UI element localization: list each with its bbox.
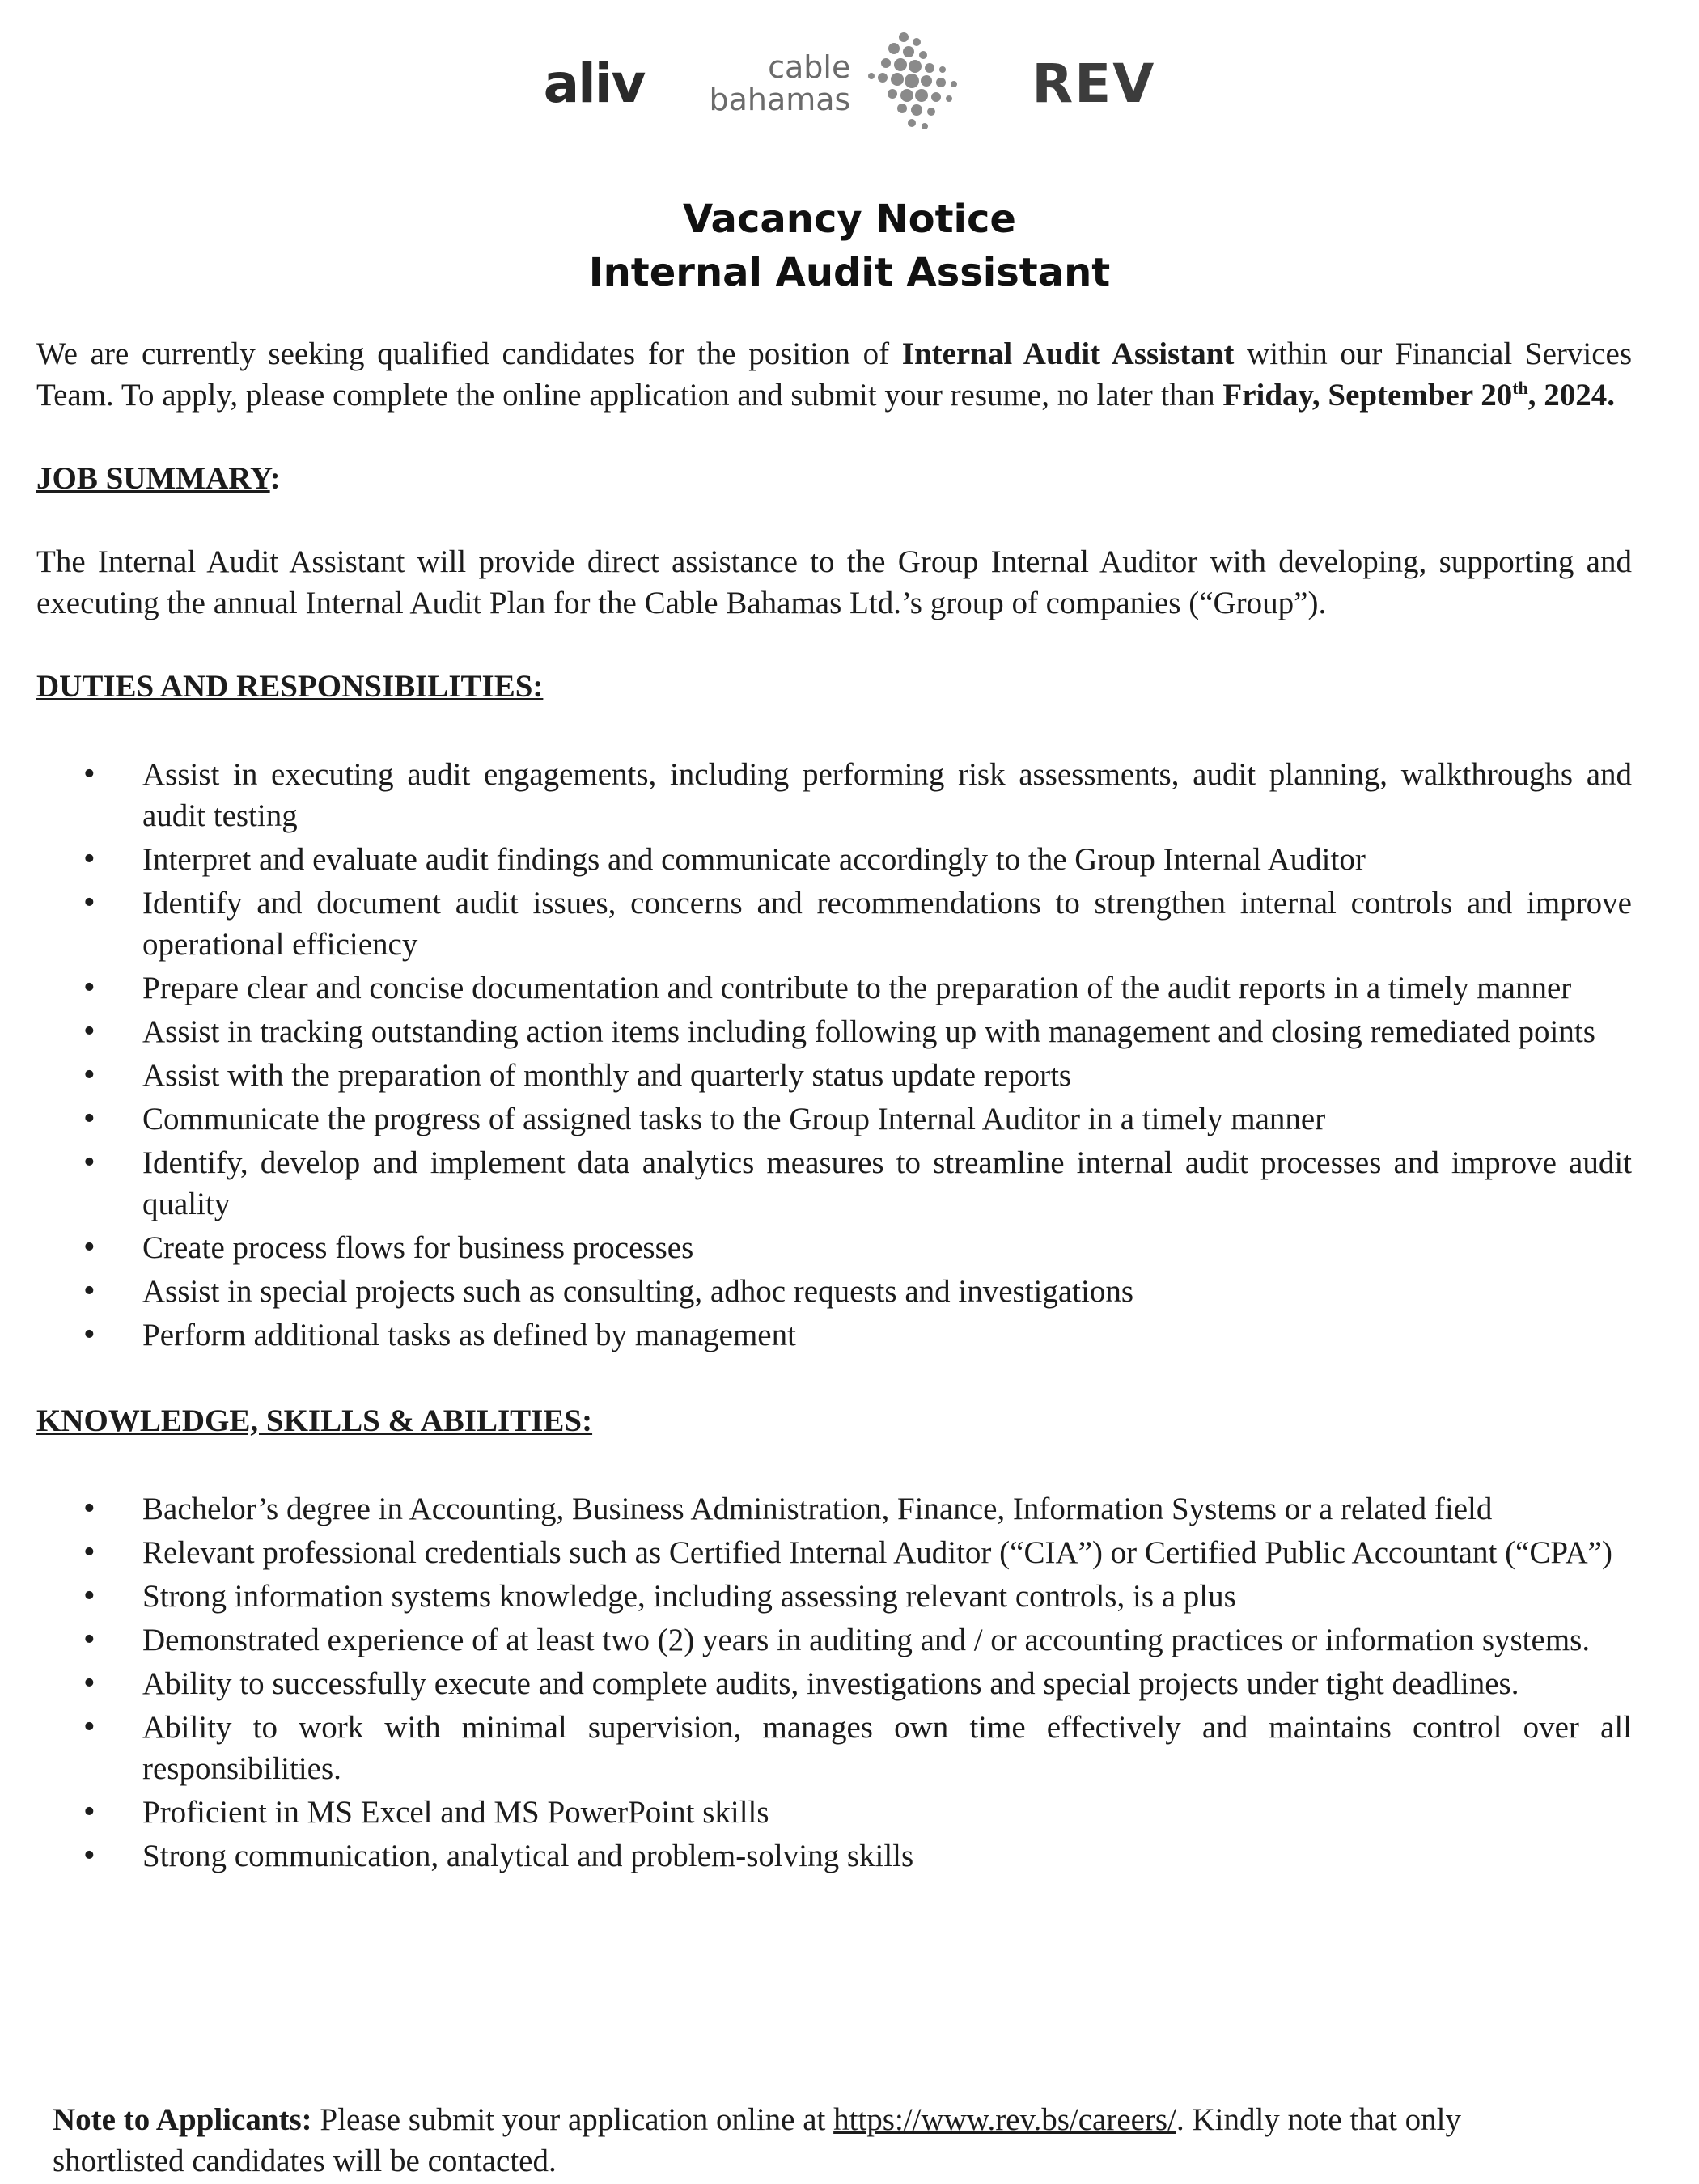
job-summary-colon: : bbox=[269, 461, 281, 496]
list-item: • Bachelor’s degree in Accounting, Business Administration, Finance, Information Systems or a related field bbox=[36, 1488, 1632, 1530]
list-item: • Assist in special projects such as consulting, adhoc requests and investigations bbox=[36, 1271, 1632, 1312]
intro-deadline bbox=[1222, 378, 1615, 413]
job-summary-heading: JOB SUMMARY bbox=[36, 461, 270, 496]
note-text-1: Please submit your application online at bbox=[311, 2102, 834, 2137]
deadline-year: , 2024. bbox=[1527, 378, 1616, 413]
list-item: • Identify, develop and implement data analytics measures to streamline internal audit processes and improve audit quality bbox=[36, 1142, 1632, 1225]
main-content bbox=[36, 333, 1632, 1879]
list-item: • Assist in executing audit engagements, including performing risk assessments, audit planning, walkthroughs and audit testing bbox=[36, 754, 1632, 836]
logo-bar bbox=[0, 23, 1699, 144]
skills-heading: KNOWLEDGE, SKILLS & ABILITIES: bbox=[36, 1403, 593, 1438]
deadline-ordinal: th bbox=[1512, 378, 1528, 398]
list-item: • Ability to successfully execute and complete audits, investigations and special projects under tight deadlines. bbox=[36, 1663, 1632, 1704]
list-item: • Proficient in MS Excel and MS PowerPoint skills bbox=[36, 1792, 1632, 1833]
skills-list bbox=[36, 1488, 1632, 1877]
list-item: • Relevant professional credentials such as Certified Internal Auditor (“CIA”) or Certified Public Accountant (“CPA”) bbox=[36, 1532, 1632, 1573]
intro-text-1: We are currently seeking qualified candidates for the position of bbox=[36, 336, 902, 371]
cable-bahamas-logo bbox=[709, 31, 967, 136]
note-text-2: . Kindly note that only shortlisted candidates will be contacted. bbox=[53, 2102, 1462, 2178]
note-label: Note to Applicants: bbox=[53, 2102, 312, 2137]
list-item: • Strong communication, analytical and problem-solving skills bbox=[36, 1835, 1632, 1877]
list-item: • Prepare clear and concise documentation and contribute to the preparation of the audit reports in a timely manner bbox=[36, 967, 1632, 1009]
cable-bahamas-dots-icon bbox=[862, 31, 967, 136]
aliv-logo: aliv bbox=[543, 52, 645, 115]
job-summary-heading-line bbox=[36, 458, 1632, 499]
list-item: • Demonstrated experience of at least two (2) years in auditing and / or accounting practices or information systems. bbox=[36, 1619, 1632, 1661]
list-item: • Ability to work with minimal supervision, manages own time effectively and maintains control over all responsibilities. bbox=[36, 1707, 1632, 1789]
cable-wordmark-line2: bahamas bbox=[709, 82, 851, 117]
deadline-date: Friday, September 20 bbox=[1222, 378, 1513, 413]
cable-bahamas-wordmark bbox=[709, 51, 850, 116]
list-item: • Communicate the progress of assigned tasks to the Group Internal Auditor in a timely manner bbox=[36, 1098, 1632, 1140]
rev-logo: REV bbox=[1032, 52, 1156, 115]
title-line-2: Internal Audit Assistant bbox=[588, 250, 1111, 295]
duties-list bbox=[36, 754, 1632, 1356]
job-summary-text: The Internal Audit Assistant will provide direct assistance to the Group Internal Auditor with developing, supporting and executing the annual Internal Audit Plan for the Cable Bahamas Ltd.’s group of companies (“Group”). bbox=[36, 544, 1632, 620]
intro-text-2: within our Financial Services Team. To apply, please complete the online application and submit your resume, no later than bbox=[36, 336, 1633, 413]
list-item: • Interpret and evaluate audit findings and communicate accordingly to the Group Internal Auditor bbox=[36, 839, 1632, 880]
list-item: • Identify and document audit issues, concerns and recommendations to strengthen internal controls and improve operational efficiency bbox=[36, 882, 1632, 965]
list-item: • Assist in tracking outstanding action items including following up with management and closing remediated points bbox=[36, 1011, 1632, 1052]
list-item: • Create process flows for business processes bbox=[36, 1227, 1632, 1268]
list-item: • Perform additional tasks as defined by management bbox=[36, 1314, 1632, 1356]
title-line-1: Vacancy Notice bbox=[683, 197, 1016, 242]
duties-heading: DUTIES AND RESPONSIBILITIES: bbox=[36, 669, 544, 704]
list-item: • Strong information systems knowledge, including assessing relevant controls, is a plus bbox=[36, 1576, 1632, 1617]
page-title bbox=[0, 193, 1699, 299]
cable-wordmark-line1: cable bbox=[768, 49, 851, 85]
intro-paragraph bbox=[36, 333, 1632, 416]
note-to-applicants bbox=[53, 2099, 1477, 2182]
list-item: • Assist with the preparation of monthly and quarterly status update reports bbox=[36, 1055, 1632, 1096]
intro-position: Internal Audit Assistant bbox=[901, 336, 1235, 371]
careers-link[interactable]: https://www.rev.bs/careers/ bbox=[833, 2102, 1176, 2137]
